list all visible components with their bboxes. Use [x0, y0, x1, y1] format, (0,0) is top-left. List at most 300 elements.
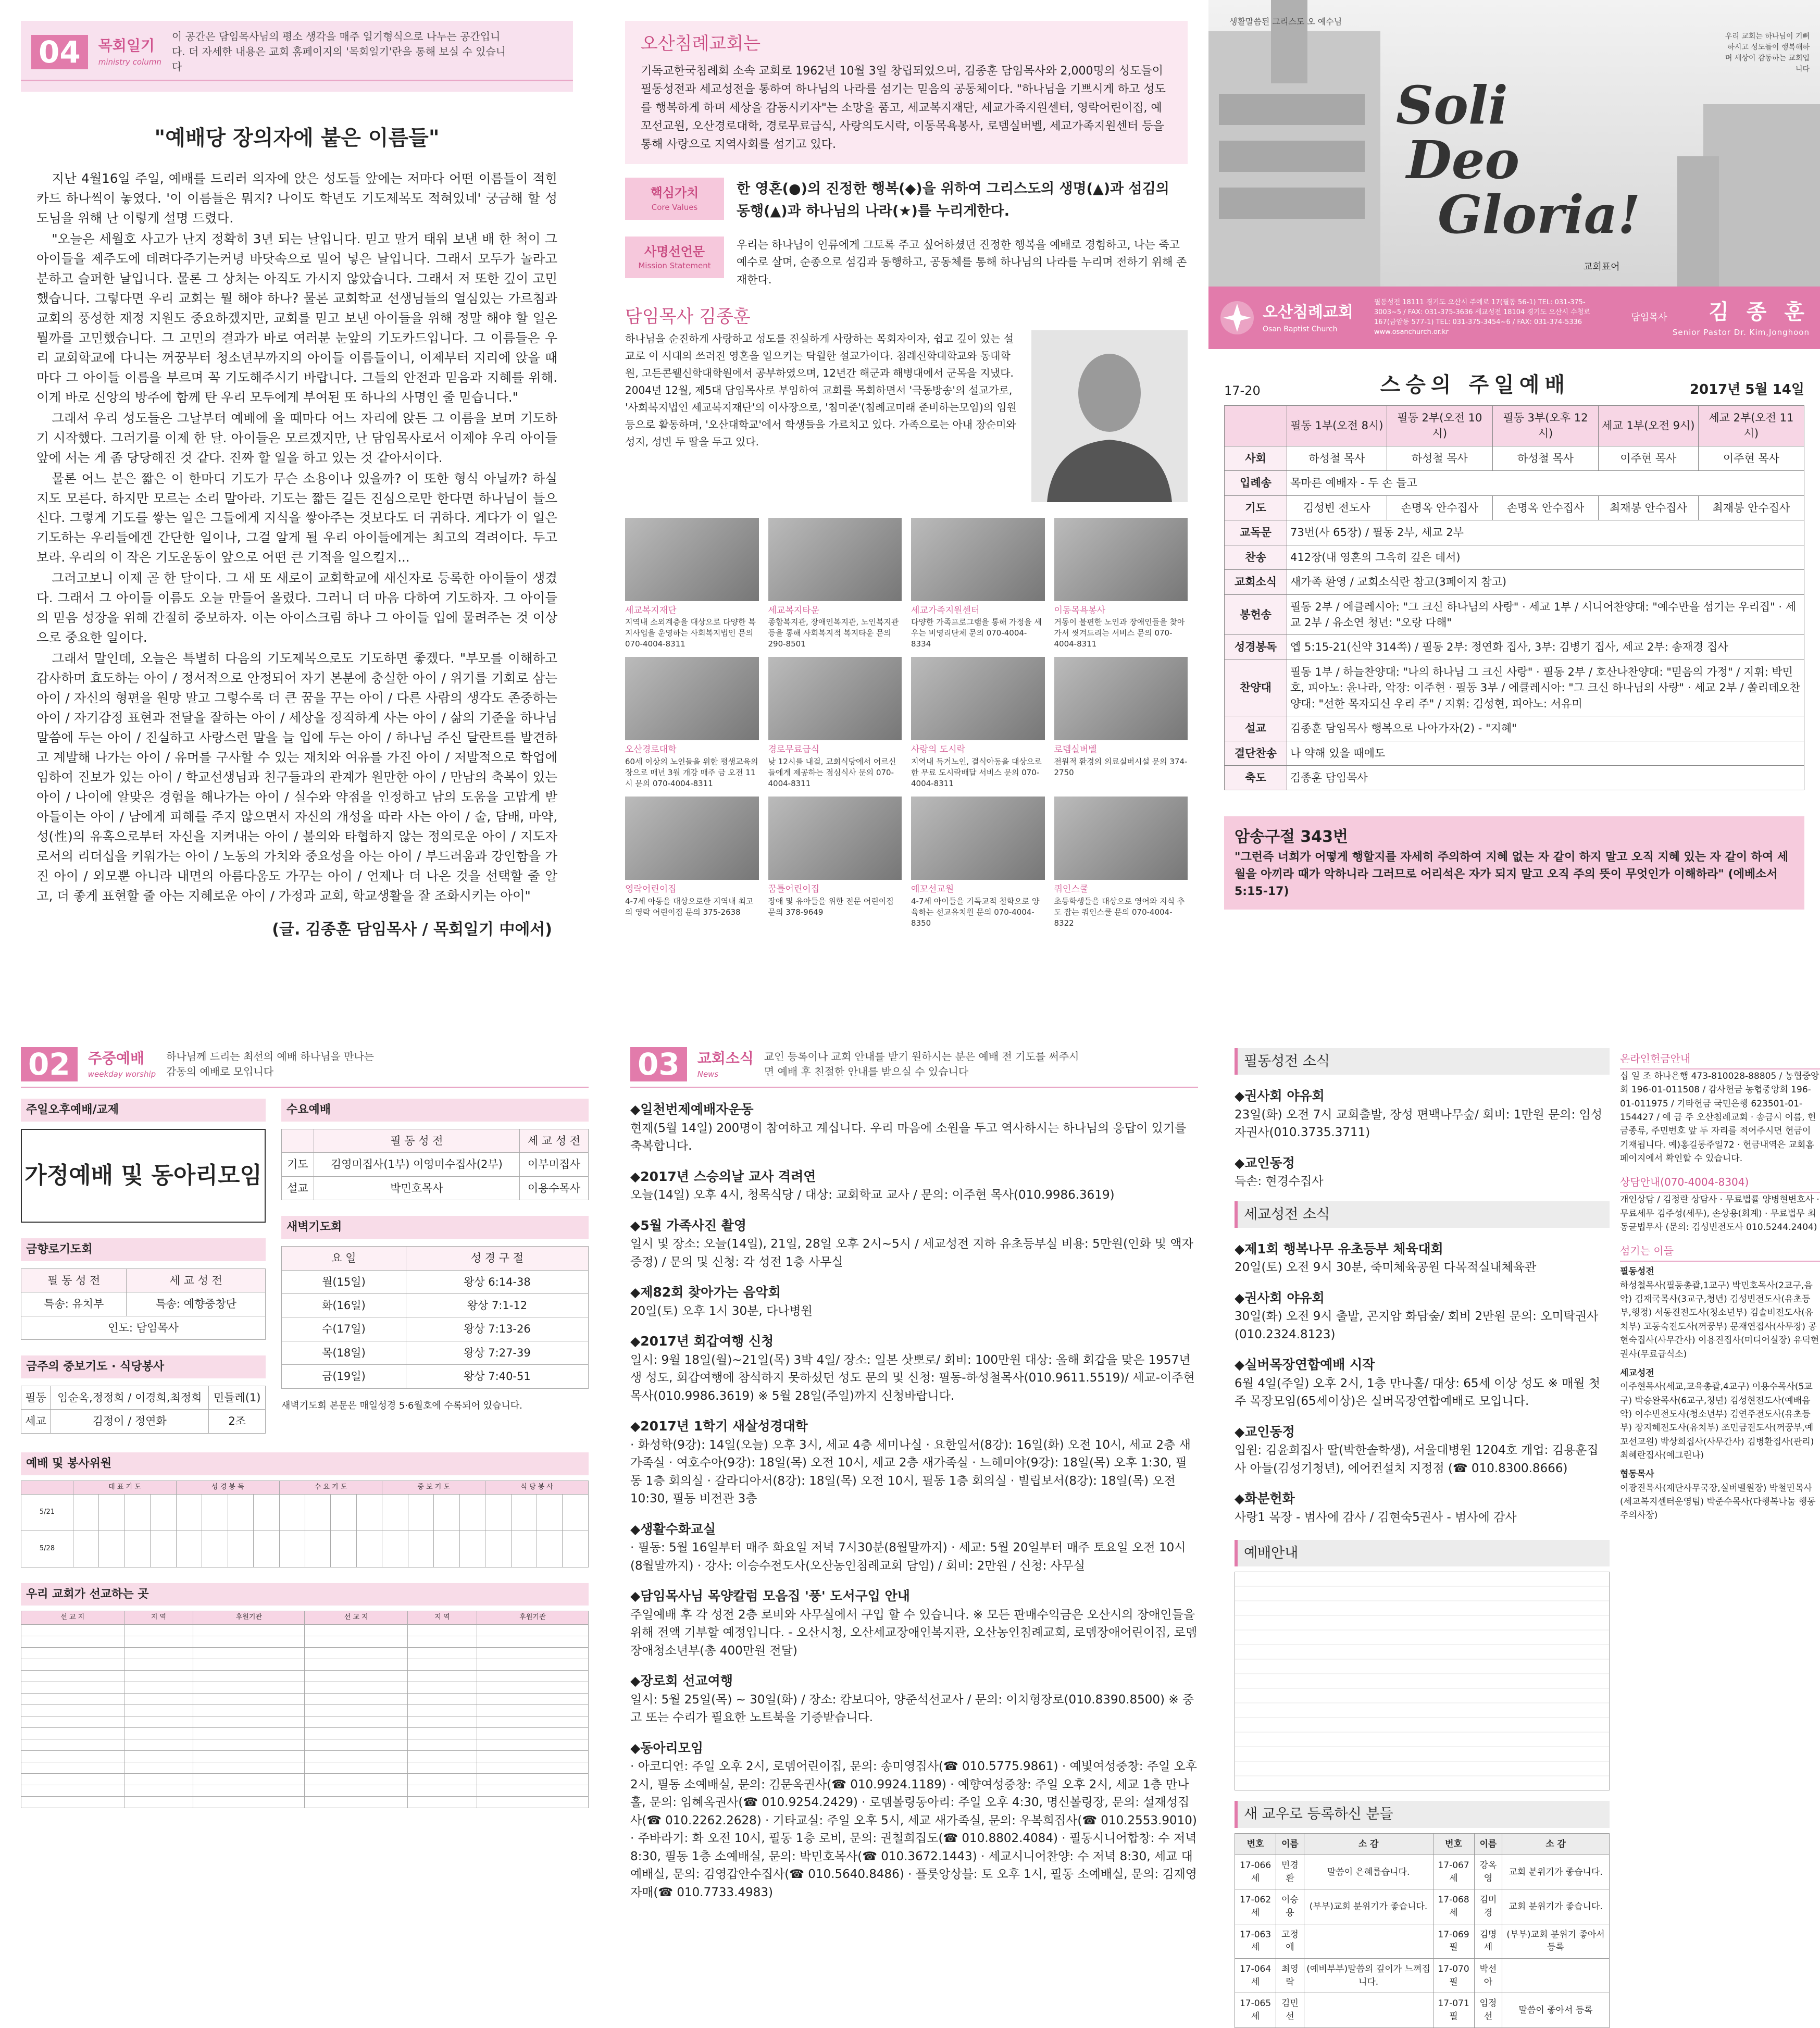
news-item-title: ◆제82회 찾아가는 음악회	[630, 1285, 781, 1300]
service-cell	[254, 1531, 279, 1567]
ministry-name: 세교가족지원센터	[911, 605, 980, 616]
ministry-item	[911, 797, 1045, 929]
register-cell: 17-071필	[1433, 1993, 1474, 2027]
ministry-item	[768, 657, 902, 789]
mission-row	[21, 1785, 589, 1797]
mission-cell	[305, 1694, 408, 1705]
section-title: 주중예배	[88, 1049, 144, 1067]
mission-cell	[124, 1648, 193, 1659]
column-paragraph: 그래서 우리 성도들은 그날부터 예배에 올 때마다 어느 자리에 앉든 그 이름을 보며 기도하기 시작했다. 그러기를 이제 한 달. 아이들은 모르겠지만, 난 담임목사로서 이제야 우리 아이들 앞에 서는 게 좀 당당해진 것 같다. 진짜 할 일을 하고 있는 것 같아서이다.	[36, 410, 557, 465]
news-item-body: · 아코디언: 주일 오후 2시, 로뎀어린이집, 문의: 송미영집사(☎ 010.5775.9861) · 예빛여성중창: 주일 오후 2시, 필동 소예배실, 문의: 김문옥권사(☎ 010.9924.1189) · 예향여성중창: 주일 오후 2시, 세교 1층 만나홀, 문의: 임혜옥권사(☎ 010.9254.2429) · 로뎀볼링동아리: 주일 오후 4:30, 명신볼링장, 문의: 설재성집사(☎ 010.2262.2628) · 기타교실: 주일 오후 5시, 세교 새가족실, 문의: 우복희집사(☎ 010.2553.9010) · 주바라기: 화 오전 10시, 필동 1층 로비, 문의: 권철희집도(☎ 010.8802.4084) · 필동시니어합창: 수 저녁 8:30, 필동 1층 소예배실, 문의: 박민호목사(☎ 010.3672.1443) · 세교시니어찬양: 수 저녁 8:30, 세교 대예배실, 문의: 김영갑안수집사(☎ 010.5640.8486) · 플룻앙상블: 토 오후 1시, 필동 소예배실, 문의: 김재영자매(☎ 010.7733.4983)	[630, 1760, 1198, 1899]
worship-cell: 손명옥 안수집사	[1387, 495, 1492, 520]
section-description: 교인 등록이나 교회 안내를 받기 원하시는 분은 예배 전 기도를 써주시면 예배 후 친절한 안내를 받으실 수 있습니다	[764, 1050, 1079, 1078]
fri-header-sek: 세 교 성 전	[127, 1268, 266, 1292]
register-cell: 17-067세	[1433, 1855, 1474, 1889]
staff-title: 섬기는 이들	[1620, 1243, 1820, 1262]
core-values-text: 한 영혼(●)의 진정한 행복(◆)을 위하여 그리스도의 생명(▲)과 섬김의 동행(▲)과 하나님의 나라(★)를 누리게한다.	[737, 181, 1169, 220]
mission-row	[21, 1682, 589, 1694]
news-item-body: 일시: 5월 25일(목) ~ 30일(화) / 장소: 캄보디아, 양준석선교사 / 문의: 이치형장로(010.8390.8500) ※ 중고 또는 수리가 필요한 노트북을 기증받습니다.	[630, 1693, 1194, 1724]
mission-cell	[21, 1751, 124, 1762]
mission-cell	[408, 1785, 477, 1797]
ministry-photo	[911, 657, 1045, 740]
worship-span-cell: 나 약해 있을 때에도	[1287, 741, 1804, 765]
campus-news-column	[1235, 1042, 1610, 2028]
register-header-cell: 소 감	[1502, 1833, 1610, 1855]
mission-cell	[21, 1659, 124, 1671]
news-item-title: ◆화분헌화	[1235, 1491, 1295, 1507]
mission-cell	[408, 1625, 477, 1636]
staff-sek-label: 세교성전	[1620, 1367, 1654, 1378]
weekly-kitchen-cell: 민들레(1)	[209, 1386, 266, 1409]
church-news-page	[630, 1042, 1198, 2011]
wed-header-cell: 필 동 성 전	[314, 1129, 519, 1152]
mission-cell	[193, 1739, 305, 1751]
column-text	[26, 169, 568, 906]
mission-cell	[477, 1636, 588, 1648]
mission-cell	[408, 1751, 477, 1762]
worship-row	[1225, 660, 1804, 716]
register-cell: 17-066세	[1235, 1855, 1276, 1889]
register-cell: 최영락	[1276, 1959, 1304, 1993]
mission-cell	[21, 1705, 124, 1716]
mission-row	[21, 1625, 589, 1636]
worship-order-table	[1224, 405, 1804, 790]
worship-header-cell: 필동 1부(오전 8시)	[1287, 406, 1387, 446]
mission-cell	[193, 1774, 305, 1785]
service-group-header: 중 보 기 도	[382, 1480, 485, 1494]
service-cell	[408, 1494, 433, 1531]
column-title: "예배당 장의자에 붙은 이름들"	[154, 126, 440, 150]
cover-image	[1208, 0, 1820, 349]
column-body	[21, 92, 573, 998]
core-values-row	[625, 178, 1188, 222]
worship-header-cell	[1225, 406, 1287, 446]
worship-row-label: 축도	[1225, 766, 1287, 790]
church-name	[1263, 301, 1353, 334]
service-group-header: 대 표 기 도	[73, 1480, 177, 1494]
news-item-title: ◆교인동정	[1235, 1155, 1295, 1171]
service-group-header: 성 경 봉 독	[176, 1480, 279, 1494]
staff-co-label: 협동목사	[1620, 1469, 1654, 1480]
mission-row	[21, 1694, 589, 1705]
section-subtitle: ministry column	[98, 57, 161, 67]
news-item-title: ◆권사회 야유회	[1235, 1290, 1325, 1305]
service-cell	[176, 1494, 202, 1531]
service-cell	[228, 1494, 253, 1531]
register-cell: 17-070필	[1433, 1959, 1474, 1993]
intro-title: 오산침례교회는	[641, 33, 761, 54]
mission-text: 우리는 하나님이 인류에게 그토록 주고 싶어하셨던 진정한 행복을 예배로 경험하고, 나는 죽고 예수로 살며, 순종으로 섬김과 동행하고, 공동체를 통해 하나님의 나라를 누리며 전하기 위해 존재한다.	[737, 238, 1187, 286]
mission-cell	[193, 1705, 305, 1716]
register-cell: 박선아	[1474, 1959, 1502, 1993]
weekly-prayer-title: 금주의 중보기도 · 식당봉사	[21, 1355, 266, 1378]
worship-row	[1225, 635, 1804, 660]
right-col	[281, 1088, 589, 1434]
worship-row-label: 성경봉독	[1225, 635, 1287, 660]
worship-cell: 손명옥 안수집사	[1492, 495, 1598, 520]
mission-cell	[477, 1659, 588, 1671]
mission-cell	[477, 1625, 588, 1636]
mission-label-ko: 사명선언문	[644, 244, 705, 259]
mission-cell	[124, 1739, 193, 1751]
friday-prayer-title: 금향로기도회	[21, 1238, 266, 1261]
mission-cell	[305, 1716, 408, 1728]
register-cell: 교회 분위기가 좋습니다.	[1502, 1889, 1610, 1924]
ministry-column-page	[21, 21, 573, 990]
worship-span-cell: 73번(사 65장) / 필동 2부, 세교 2부	[1287, 520, 1804, 545]
register-cell: (부부)교회 분위기 좋아서 등록	[1502, 1924, 1610, 1958]
section-title: 교회소식	[697, 1049, 754, 1067]
mission-cell	[124, 1785, 193, 1797]
mission-cell	[124, 1716, 193, 1728]
register-cell: 17-064세	[1235, 1959, 1276, 1993]
mission-header-cell: 지 역	[408, 1611, 477, 1625]
worship-row	[1225, 446, 1804, 470]
worship-row-label: 결단찬송	[1225, 741, 1287, 765]
campus-news-page	[1235, 1042, 1820, 2022]
staff-co-text: 이광진목사(재단사무국장,실버벨원장) 박철민목사(세교복지센터운영팀) 박준수목사(다행복나눔 행동주의사장)	[1620, 1483, 1816, 1521]
wed-row-label: 설교	[282, 1176, 314, 1200]
pastor-title: 담임목사 김종훈	[625, 306, 751, 328]
mission-cell	[124, 1762, 193, 1774]
mission-cell	[408, 1694, 477, 1705]
worship-span-cell: 김종훈 담임목사	[1287, 766, 1804, 790]
mission-row	[21, 1774, 589, 1785]
register-cell: 17-065세	[1235, 1993, 1276, 2027]
ministry-name: 꿈틀어린이집	[768, 884, 820, 894]
mission-cell	[124, 1694, 193, 1705]
online-offering-title: 온라인헌금안내	[1620, 1051, 1820, 1069]
weekly-prayer-cell: 김정이 / 정연화	[51, 1410, 209, 1433]
mission-cell	[477, 1648, 588, 1659]
worship-span-cell: 김종훈 담임목사 행복으로 나아가자(2) - "지혜"	[1287, 716, 1804, 741]
news-item-body: 20일(토) 오전 9시 30분, 죽미체육공원 다목적실내체육관	[1235, 1261, 1537, 1275]
worship-row-label: 설교	[1225, 716, 1287, 741]
register-cell: 17-069필	[1433, 1924, 1474, 1958]
ministry-photo	[768, 657, 902, 740]
register-cell: 임정선	[1474, 1993, 1502, 2027]
service-cell	[228, 1531, 253, 1567]
cover-band	[1208, 287, 1820, 349]
mission-cell	[21, 1739, 124, 1751]
section-description: 하나님께 드리는 최선의 예배 하나님을 만나는 감동의 예배로 모입니다	[166, 1050, 374, 1078]
church-name-en: Osan Baptist Church	[1263, 325, 1338, 333]
mission-cell	[124, 1659, 193, 1671]
register-cell: 교회 분위기가 좋습니다.	[1502, 1855, 1610, 1889]
dawn-cell: 왕상 6:14-38	[406, 1270, 588, 1293]
service-date: 5/28	[21, 1531, 73, 1567]
mission-cell	[305, 1797, 408, 1808]
worship-cell: 하성철 목사	[1492, 446, 1598, 470]
service-cell	[459, 1531, 485, 1567]
fri-header-pil: 필 동 성 전	[21, 1268, 127, 1292]
pastor-name	[1673, 297, 1810, 339]
wed-cell-sek: 이부미집사	[520, 1153, 589, 1176]
news-item-body: 30일(화) 오전 9시 출발, 곤지암 화담숲/ 회비 2만원 문의: 오미탁권사(010.2324.8123)	[1235, 1310, 1599, 1341]
consult-title: 상담안내(070-4004-8304)	[1620, 1175, 1820, 1193]
mission-cell	[477, 1671, 588, 1682]
mission-row	[21, 1797, 589, 1808]
register-title: 새 교우로 등록하신 분들	[1235, 1801, 1610, 1827]
worship-row-label: 교회소식	[1225, 570, 1287, 594]
dawn-row	[282, 1293, 589, 1317]
service-cell	[99, 1494, 124, 1531]
ministry-desc: 전원적 환경의 의료실버시설 문의 374-2750	[1054, 756, 1188, 777]
worship-span-cell: 새가족 환영 / 교회소식란 참고(3페이지 참고)	[1287, 570, 1804, 594]
mission-cell	[408, 1739, 477, 1751]
mission-cell	[21, 1682, 124, 1694]
dawn-note: 새벽기도회 본문은 매일성경 5·6월호에 수록되어 있습니다.	[281, 1400, 522, 1411]
news-item-title: ◆2017년 스승의날 교사 격려연	[630, 1168, 816, 1184]
section-title: 목회일기	[98, 37, 155, 55]
mission-cell	[408, 1716, 477, 1728]
register-cell: 강옥영	[1474, 1855, 1502, 1889]
left-col	[21, 1088, 266, 1434]
mission-cell	[193, 1751, 305, 1762]
worship-row	[1225, 766, 1804, 790]
mission-cell	[124, 1774, 193, 1785]
wednesday-title: 수요예배	[281, 1099, 589, 1122]
staff-pil-label: 필동성전	[1620, 1266, 1654, 1277]
weekly-row	[21, 1410, 266, 1433]
cover-motto-label: 교회표어	[1584, 262, 1620, 272]
register-row	[1235, 1993, 1610, 2027]
service-cell	[537, 1494, 563, 1531]
sunday-afternoon-box: 가정예배 및 동아리모임	[21, 1129, 266, 1223]
worship-header-cell: 필동 2부(오전 10시)	[1387, 406, 1492, 446]
column-paragraph: 그래서 말인데, 오늘은 특별히 다음의 기도제목으로도 기도하면 좋겠다. "부모를 이해하고 감사하며 효도하는 아이 / 정서적으로 안정되어 자기 본분에 충실한 아이 / 위기를 기회로 삼는 아이 / 자신의 형편을 원망 말고 그렇수록 더 큰 꿈을 꾸는 아이 / 다른 사람의 생각도 존중하는 아이 / 자기감정 표현과 전달을 잘하는 아이 / 세상을 정직하게 사는 아이 / 삶의 기준을 하나님 말씀에 두는 아이 / 진실하고 사랑스런 말을 늘 입에 두는 아이 / 하나님 주신 달란트를 발견하고 계발해 나가는 아이 / 유머를 구사할 수 있는 재치와 여유를 가진 아이 / 저발적으로 학업에 임하여 진보가 있는 아이 / 학교선생님과 친구들과의 관계가 원만한 아이 / 만남의 축복이 있는 아이 / 나이에 알맞은 경험을 해나가는 아이 / 실수와 약점을 인정하고 남의 도움을 고맙게 받아들이는 아이 / 남에게 피해를 주지 않으면서 자신의 개성을 따라 사는 아이 / 술, 담배, 마약, 성(性)의 유혹으로부터 자신을 지켜내는 아이 / 불의와 타협하지 않는 정의로운 아이 / 지도자로서의 리더십을 키워가는 아이 / 노동의 가치와 중요성을 아는 아이 / 부드러움과 강인함을 가진 아이 / 외모뿐 아니라 내면의 아름다움도 가꾸는 아이 / 언제나 더 나은 것을 선택할 줄 알고, 더 좋게 표현할 줄 아는 지혜로운 아이 / 가정과 교회, 학교생활을 잘 조화시키는 아이"	[36, 651, 557, 903]
ministry-name: 로뎀실버벨	[1054, 744, 1097, 755]
worship-header-cell: 세교 2부(오전 11시)	[1698, 406, 1804, 446]
sek-news-list	[1235, 1239, 1610, 1527]
top-row	[21, 1088, 589, 1434]
dawn-cell: 왕상 7:27-39	[406, 1341, 588, 1364]
mission-cell	[124, 1625, 193, 1636]
worship-title: 스승의 주일예배	[1380, 373, 1570, 397]
mission-cell	[21, 1636, 124, 1648]
mission-cell	[21, 1774, 124, 1785]
service-cell	[202, 1494, 228, 1531]
news-item-body: 일시: 9월 18일(월)~21일(목) 3박 4일/ 장소: 일본 삿뽀로/ 회비: 100만원 대상: 올해 회갑을 맞은 1957년생 성도, 회갑여행에 참석하지 못하셨던 성도 문의 및 신청: 필동-하성철목사(010.9611.5519)/ 세교-이주현목사(010.9986.3619) ※ 5월 28일(주일)까지 신청바랍니다.	[630, 1353, 1195, 1403]
ministry-item	[768, 518, 902, 650]
news-item-title: ◆권사회 야유회	[1235, 1088, 1325, 1104]
mission-cell	[193, 1728, 305, 1739]
ministry-name: 쿼인스쿨	[1054, 884, 1089, 894]
register-header-cell: 번호	[1433, 1833, 1474, 1855]
mission-cell	[124, 1751, 193, 1762]
worship-row	[1225, 471, 1804, 495]
ministry-item	[1054, 797, 1188, 929]
ministry-item	[625, 797, 759, 929]
worship-cell: 하성철 목사	[1387, 446, 1492, 470]
news-item-title: ◆동아리모임	[630, 1740, 703, 1756]
ministry-desc: 낮 12시를 내걸, 교회식당에서 어르신들에게 제공하는 점심식사 문의 070-4004-8311	[768, 756, 896, 788]
mission-cell	[408, 1682, 477, 1694]
worship-cell: 최재봉 안수집사	[1698, 495, 1804, 520]
worship-row-label: 봉헌송	[1225, 594, 1287, 635]
section-subtitle: News	[697, 1069, 719, 1079]
worship-cell: 최재봉 안수집사	[1599, 495, 1699, 520]
cover-title-line-1: Soli	[1396, 74, 1508, 136]
memory-verse-box	[1224, 816, 1804, 910]
worship-row-label: 사회	[1225, 446, 1287, 470]
mission-header-cell: 후원기관	[193, 1611, 305, 1625]
mission-cell	[193, 1671, 305, 1682]
mission-cell	[477, 1739, 588, 1751]
register-cell: 고정애	[1276, 1924, 1304, 1958]
staff-sek-text: 이주현목사(세교,교육총괄,4교구) 이용수목사(5교구) 박승완목사(6교구,청년) 김성현전도사(예배음악) 이수빈전도사(청소년부) 김연주전도사(유초등부) 장지혜전도사(유치부) 조민금전도사(꺼꿍부,예꼬선교원) 박상희집사(사무간사) 김병환집사(관리) 최혜란집사(예그린나)	[1620, 1382, 1814, 1461]
service-cell	[511, 1494, 537, 1531]
register-cell: 17-063세	[1235, 1924, 1276, 1958]
service-row	[21, 1494, 589, 1531]
core-values-label-ko: 핵심가치	[650, 185, 699, 201]
memory-verse-text: "그런즉 너희가 어떻게 행할지를 자세히 주의하여 지혜 없는 자 같이 하지 말고 오직 지혜 있는 자 같이 하여 세월을 아끼라 때가 악하니라 그러므로 어리석은 자가 되지 말고 오직 주의 뜻이 무엇인가 이해하라" (에베소서 5:15-17)	[1235, 850, 1789, 898]
service-cell	[73, 1531, 99, 1567]
cover-small-text: 생활말씀된 그리스도 오 예수님	[1229, 17, 1342, 27]
service-cell	[176, 1531, 202, 1567]
mission-row	[21, 1751, 589, 1762]
register-cell: 민경환	[1276, 1855, 1304, 1889]
ministry-photo	[1054, 518, 1188, 601]
mission-cell	[477, 1762, 588, 1774]
service-cell	[563, 1531, 589, 1567]
weekly-row-label: 세교	[21, 1410, 51, 1433]
mission-cell	[21, 1785, 124, 1797]
register-cell: 17-062세	[1235, 1889, 1276, 1924]
mission-cell	[305, 1739, 408, 1751]
mission-row	[21, 1659, 589, 1671]
weekly-row-label: 필동	[21, 1386, 51, 1409]
mission-cell	[305, 1762, 408, 1774]
section-header	[21, 21, 573, 81]
news-item-title: ◆생활수화교실	[630, 1521, 716, 1537]
register-cell: 김민선	[1276, 1993, 1304, 2027]
mission-cell	[477, 1797, 588, 1808]
service-cell	[537, 1531, 563, 1567]
pastor-photo	[1031, 330, 1188, 502]
mission-cell	[408, 1636, 477, 1648]
register-row	[1235, 1959, 1610, 1993]
worship-span-cell: 필동 1부 / 하늘찬양대: "나의 하나님 그 크신 사랑" · 필동 2부 / 호산나찬양대: "믿음의 가정" / 지휘: 박민호, 피아노: 윤나라, 악장: 이주현 · 필동 3부 / 에클레시아: "그 크신 하나님의 사랑" · 세교 2부 / 쏠리데오찬양대: "선한 목자되신 우리 주" / 지휘: 김성현, 피아노: 서유미	[1287, 660, 1804, 716]
dawn-prayer-table	[281, 1246, 589, 1389]
mission-cell	[193, 1694, 305, 1705]
register-cell	[1502, 1959, 1610, 1993]
mission-cell	[193, 1762, 305, 1774]
mission-cell	[477, 1785, 588, 1797]
service-cell	[254, 1494, 279, 1531]
online-offering-text: 십 일 조 하나은행 473-810028-88805 / 농협중앙회 196-01-011508 / 감사헌금 농협중앙회 196-01-011975 / 기타헌금 국민은행 623501-01-154427 / 예 금 주 오산침례교회 · 송금시 이름, 헌금종류, 주민번호 앞 두 자리를 적어주시면 헌금이 기재됩니다. 예)홍길동주일72 · 헌금내역은 교회홈페이지에서 확인할 수 있습니다.	[1620, 1071, 1819, 1164]
section-number: 02	[21, 1047, 78, 1081]
register-cell: 말씀이 은혜롭습니다.	[1304, 1855, 1433, 1889]
news-item-body: 현재(5월 14일) 200명이 참여하고 계십니다. 우리 마음에 소원을 두고 역사하시는 하나님의 응답이 있기를 축복합니다.	[630, 1121, 1187, 1153]
mission-cell	[21, 1797, 124, 1808]
wed-row-label: 기도	[282, 1153, 314, 1176]
wed-cell-pil: 박민호목사	[314, 1176, 519, 1200]
ministry-item	[1054, 657, 1188, 789]
ministry-photo	[625, 657, 759, 740]
mission-row	[21, 1728, 589, 1739]
service-cell	[434, 1494, 459, 1531]
mission-cell	[408, 1774, 477, 1785]
mission-cell	[477, 1774, 588, 1785]
dawn-cell: 수(17일)	[282, 1317, 406, 1341]
ministry-desc: 장애 및 유아들을 위한 전문 어린이집 문의 378-9649	[768, 896, 894, 917]
service-cell	[73, 1494, 99, 1531]
ministry-name: 이동목욕봉사	[1054, 605, 1106, 616]
news-item-body: 오늘(14일) 오후 4시, 청목식당 / 대상: 교회학교 교사 / 문의: 이주현 목사(010.9986.3619)	[630, 1188, 1115, 1202]
service-cell	[459, 1494, 485, 1531]
ministry-photo	[911, 797, 1045, 880]
worship-span-cell: 412장(내 영혼의 그윽히 깊은 데서)	[1287, 545, 1804, 569]
mission-cell	[477, 1716, 588, 1728]
worship-row	[1225, 520, 1804, 545]
news-item-title: ◆일천번제예배자운동	[630, 1102, 754, 1117]
info-sidebar	[1620, 1042, 1820, 1523]
section-header	[630, 1042, 1198, 1088]
intro-text: 기독교한국침례회 소속 교회로 1962년 10월 3일 창립되었으며, 김종훈 담임목사와 2,000명의 성도들이 필동성전과 세교성전을 통하여 하나님의 나라를 섬기는 믿음의 공동체이다. "하나님을 기쁘시게 하고 성도를 행복하게 하며 세상을 감동시키자"는 소망을 품고, 세교복지재단, 세교가족지원센터, 영락어린이집, 예꼬선교원, 오산경로대학, 경로무료급식, 사랑의도시락, 이동목욕봉사, 로뎀실버벨, 세교가족지원센터 등을 통해 사랑으로 지역사회를 섬기고 있다.	[641, 65, 1166, 152]
wed-header-cell: 세 교 성 전	[520, 1129, 589, 1152]
register-row	[1235, 1924, 1610, 1958]
wednesday-table	[281, 1129, 589, 1200]
register-header-cell: 소 감	[1304, 1833, 1433, 1855]
ministry-photo	[1054, 797, 1188, 880]
news-item-title: ◆담임목사님 목양칼럼 모음집 '풍' 도서구입 안내	[630, 1588, 910, 1603]
fri-leader: 인도: 담임목사	[21, 1316, 266, 1339]
mission-cell	[21, 1648, 124, 1659]
service-group-header: 수 요 기 도	[279, 1480, 382, 1494]
ministry-name: 오산경로대학	[625, 744, 677, 755]
section-header	[21, 1042, 589, 1088]
ministry-photo	[911, 518, 1045, 601]
mission-cell	[124, 1636, 193, 1648]
register-header-cell: 이름	[1276, 1833, 1304, 1855]
news-item-body: 득손: 현경수집사	[1235, 1175, 1324, 1189]
mission-row	[21, 1671, 589, 1682]
news-item-body: 20일(토) 오후 1시 30분, 다나병원	[630, 1304, 813, 1318]
ministry-item	[625, 518, 759, 650]
service-cell	[151, 1494, 176, 1531]
mission-label	[625, 237, 724, 279]
weekly-kitchen-cell: 2조	[209, 1410, 266, 1433]
mission-cell	[193, 1785, 305, 1797]
cover-title	[1396, 74, 1641, 245]
mission-cell	[21, 1625, 124, 1636]
pastor-bio: 하나님을 순진하게 사랑하고 성도를 진실하게 사랑하는 목회자이자, 쉽고 깊이 있는 설교로 이 시대의 쓰러진 영혼을 일으키는 탁월한 설교가이다. 침례신학대학교와 동대학원, 고든콘웰신학대학원에서 공부하였으며, 12년간 해군과 해병대에서 군목을 지냈다. 2004년 12월, 제5대 담임목사로 부임하여 교회를 목회하면서 '극동방송'의 설교가로, '사회복지법인 세교복지재단'의 이사장으로, '침미준'(침례교미래 준비하는모임)의 임원 등으로 활동하며, '오산대학교'에서 학생들을 가르치고 있다. 가족으로는 아내 장순미와 성지, 성빈 두 딸을 두고 있다.	[625, 332, 1017, 448]
register-cell: 17-068세	[1433, 1889, 1474, 1924]
mission-row	[21, 1636, 589, 1648]
service-corner-cell	[21, 1480, 73, 1494]
mission-cell	[124, 1797, 193, 1808]
mission-cell	[408, 1648, 477, 1659]
register-cell: 김미경	[1474, 1889, 1502, 1924]
ministry-photo	[768, 797, 902, 880]
register-cell: 김명세	[1474, 1924, 1502, 1958]
section-subtitle: weekday worship	[88, 1069, 156, 1079]
register-header-cell: 이름	[1474, 1833, 1502, 1855]
ministry-photo	[768, 518, 902, 601]
mission-cell	[477, 1694, 588, 1705]
mission-label-en: Mission Statement	[638, 261, 711, 271]
worship-cell: 이주현 목사	[1698, 446, 1804, 470]
mission-cell	[477, 1728, 588, 1739]
news-item-body: 입원: 김윤희집사 딸(박한솔학생), 서울대병원 1204호 개업: 김용훈집사 아들(김성기청년), 에어컨설치 지정점 (☎ 010.8300.8666)	[1235, 1444, 1599, 1475]
pil-news-title: 필동성전 소식	[1235, 1048, 1610, 1075]
worship-span-cell: 엡 5:15-21(신약 314쪽) / 필동 2부: 정연화 집사, 3부: 김병기 집사, 세교 2부: 송재경 집사	[1287, 635, 1804, 660]
register-cell: (예비부부)말씀의 깊이가 느껴집니다.	[1304, 1959, 1433, 1993]
mission-cell	[193, 1797, 305, 1808]
schedule-title: 예배안내	[1235, 1540, 1610, 1566]
news-item-title: ◆교인동정	[1235, 1424, 1295, 1439]
